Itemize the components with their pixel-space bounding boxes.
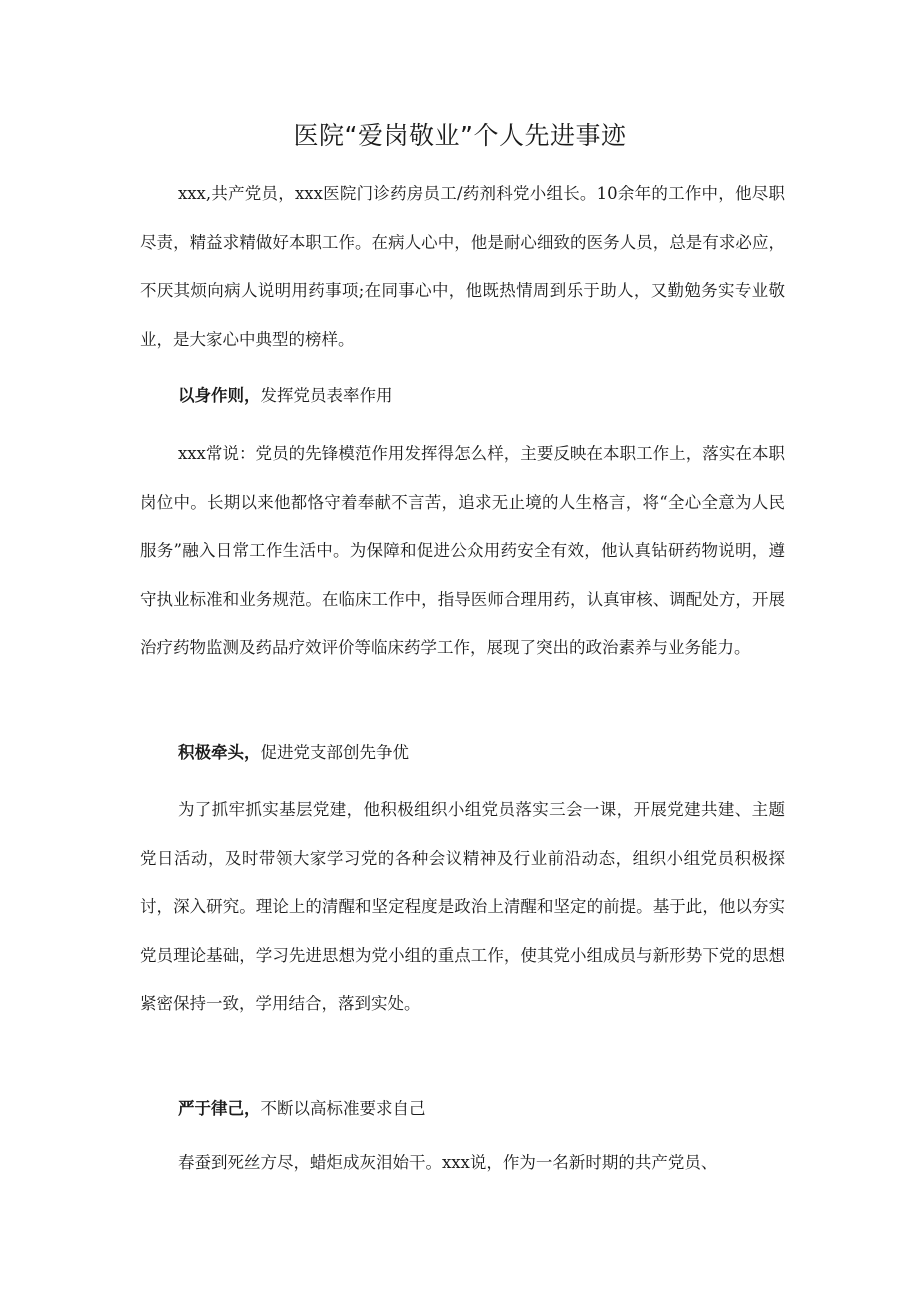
section-heading — [140, 372, 785, 420]
document-title: 医院“爱岗敬业”个人先进事迹 — [293, 121, 627, 150]
section-heading-lead: 严于律己， — [177, 1099, 261, 1118]
section-heading-lead: 积极牵头， — [177, 743, 261, 762]
section-heading-text: 不断以高标准要求自己 — [260, 1099, 426, 1118]
section-body: 春蚕到死丝方尽，蜡炬成灰泪始干。xxx说，作为一名新时期的共产党员、 — [177, 1153, 718, 1172]
section-body: xxx常说：党员的先锋模范作用发挥得怎么样，主要反映在本职工作上，落实在本职岗位中。长期以来他都恪守着奉献不言苦，追求无止境的人生格言，将“全心全意为人民服务”融入日常工作生活中。为保障和促进公众用药安全有效，他认真钻研药物说明，遵守执业标准和业务规范。在临床工作中，指导医师合理用药，认真审核、调配处方，开展治疗药物监测及药品疗效评价等临床药学工作，展现了突出的政治素养与业务能力。 — [140, 444, 785, 657]
section-heading-lead: 以身作则， — [177, 386, 261, 405]
intro-paragraph: xxx,共产党员，xxx医院门诊药房员工/药剂科党小组长。10余年的工作中，他尽职尽责，精益求精做好本职工作。在病人心中，他是耐心细致的医务人员，总是有求必应，不厌其烦向病人说明用药事项;在同事心中，他既热情周到乐于助人，又勤勉务实专业敬业，是大家心中典型的榜样。 — [140, 184, 785, 349]
section-heading-text: 促进党支部创先争优 — [260, 743, 409, 762]
section-heading — [140, 1085, 785, 1133]
section-heading-text: 发挥党员表率作用 — [260, 386, 393, 405]
section-heading — [140, 729, 785, 777]
section-body: 为了抓牢抓实基层党建，他积极组织小组党员落实三会一课，开展党建共建、主题党日活动，及时带领大家学习党的各种会议精神及行业前沿动态，组织小组党员积极探讨，深入研究。理论上的清醒和坚定程度是政治上清醒和坚定的前提。基于此，他以夯实党员理论基础，学习先进思想为党小组的重点工作，使其党小组成员与新形势下党的思想紧密保持一致，学用结合，落到实处。 — [140, 800, 785, 1013]
